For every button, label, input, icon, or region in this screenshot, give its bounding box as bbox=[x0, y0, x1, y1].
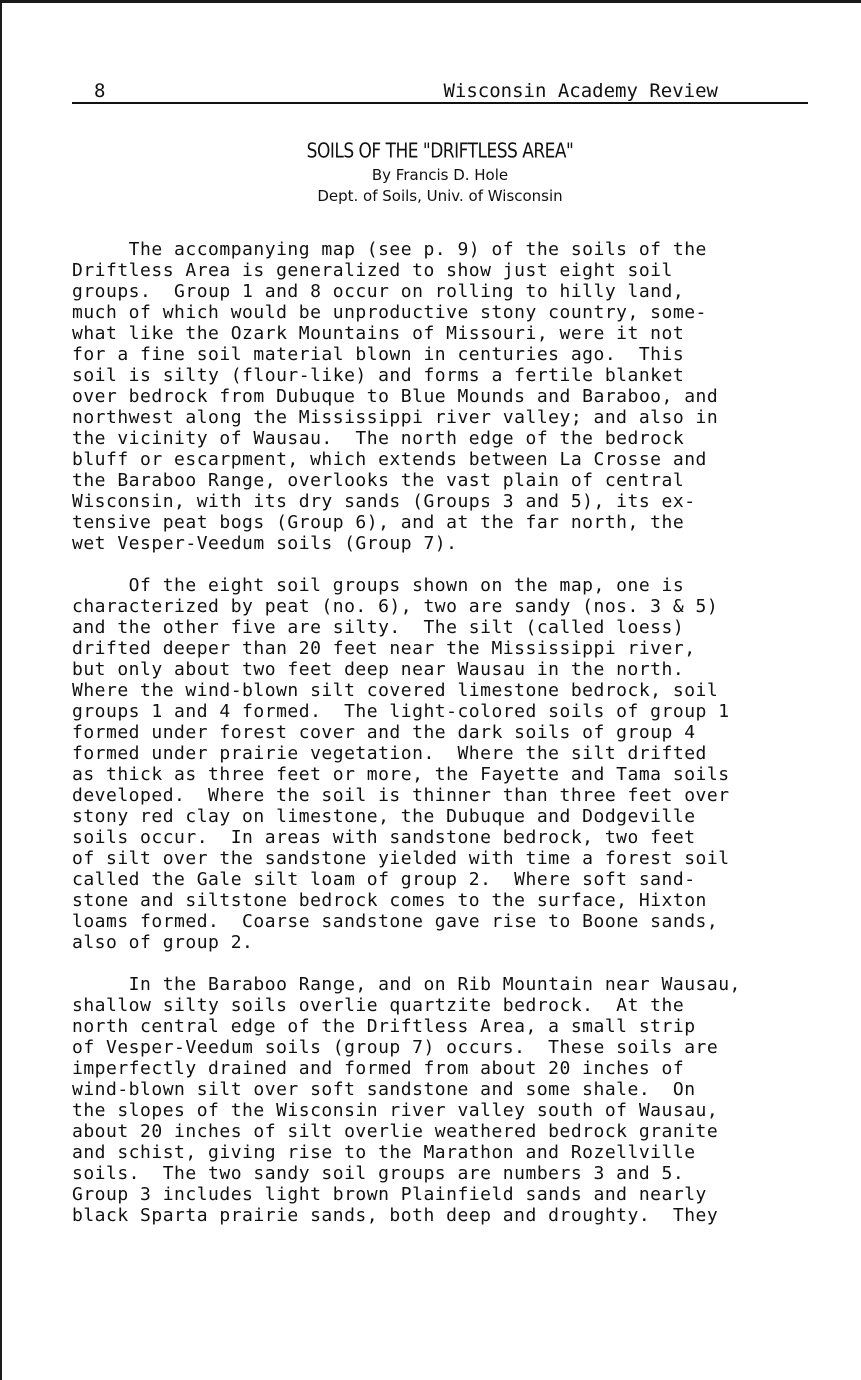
paragraph-gap bbox=[72, 953, 861, 974]
text-line: over bedrock from Dubuque to Blue Mounds and Baraboo, and bbox=[72, 386, 719, 407]
text-line: of silt over the sandstone yielded with time a forest soil bbox=[72, 848, 730, 869]
text-line: but only about two feet deep near Wausau in the north. bbox=[72, 659, 685, 680]
text-line: the Baraboo Range, overlooks the vast plain of central bbox=[72, 470, 685, 491]
text-line: formed under forest cover and the dark soils of group 4 bbox=[72, 722, 696, 743]
text-line: Of the eight soil groups shown on the map, one is bbox=[72, 575, 685, 596]
text-line: formed under prairie vegetation. Where the silt drifted bbox=[72, 743, 707, 764]
paragraph-1 bbox=[72, 239, 861, 554]
text-line: In the Baraboo Range, and on Rib Mountain near Wausau, bbox=[72, 974, 741, 995]
text-line: stone and siltstone bedrock comes to the surface, Hixton bbox=[72, 890, 707, 911]
text-line: drifted deeper than 20 feet near the Mississippi river, bbox=[72, 638, 696, 659]
text-line: soils. The two sandy soil groups are numbers 3 and 5. bbox=[72, 1163, 685, 1184]
text-line: Where the wind-blown silt covered limestone bedrock, soil bbox=[72, 680, 719, 701]
text-line: developed. Where the soil is thinner than three feet over bbox=[72, 785, 730, 806]
text-line: soils occur. In areas with sandstone bedrock, two feet bbox=[72, 827, 696, 848]
text-line: the vicinity of Wausau. The north edge of the bedrock bbox=[72, 428, 685, 449]
article-title: SOILS OF THE "DRIFTLESS AREA" bbox=[306, 139, 574, 164]
article-body bbox=[72, 239, 861, 1226]
text-line: about 20 inches of silt overlie weathered bedrock granite bbox=[72, 1121, 719, 1142]
text-line: wet Vesper-Veedum soils (Group 7). bbox=[72, 533, 458, 554]
text-line: as thick as three feet or more, the Fayette and Tama soils bbox=[72, 764, 730, 785]
text-line: black Sparta prairie sands, both deep and droughty. They bbox=[72, 1205, 719, 1226]
text-line: wind-blown silt over soft sandstone and some shale. On bbox=[72, 1079, 696, 1100]
scan-border-left bbox=[0, 0, 2, 1380]
page-number: 8 bbox=[94, 80, 106, 102]
text-line: loams formed. Coarse sandstone gave rise to Boone sands, bbox=[72, 911, 719, 932]
text-line: characterized by peat (no. 6), two are sandy (nos. 3 & 5) bbox=[72, 596, 719, 617]
running-header bbox=[72, 80, 808, 104]
journal-title: Wisconsin Academy Review bbox=[443, 80, 718, 102]
text-line: also of group 2. bbox=[72, 932, 254, 953]
text-line: the slopes of the Wisconsin river valley south of Wausau, bbox=[72, 1100, 719, 1121]
paragraph-2 bbox=[72, 575, 861, 953]
text-line: Group 3 includes light brown Plainfield sands and nearly bbox=[72, 1184, 707, 1205]
text-line: groups 1 and 4 formed. The light-colored soils of group 1 bbox=[72, 701, 730, 722]
text-line: of Vesper-Veedum soils (group 7) occurs. These soils are bbox=[72, 1037, 719, 1058]
text-line: shallow silty soils overlie quartzite bedrock. At the bbox=[72, 995, 685, 1016]
paragraph-3 bbox=[72, 974, 861, 1226]
article-author: By Francis D. Hole bbox=[371, 166, 509, 184]
header-rule bbox=[72, 102, 808, 104]
paragraph-gap bbox=[72, 554, 861, 575]
article-affiliation: Dept. of Soils, Univ. of Wisconsin bbox=[317, 187, 563, 205]
text-line: north central edge of the Driftless Area, a small strip bbox=[72, 1016, 696, 1037]
text-line: The accompanying map (see p. 9) of the soils of the bbox=[72, 239, 707, 260]
text-line: groups. Group 1 and 8 occur on rolling to hilly land, bbox=[72, 281, 685, 302]
text-line: northwest along the Mississippi river valley; and also in bbox=[72, 407, 719, 428]
text-line: and schist, giving rise to the Marathon and Rozellville bbox=[72, 1142, 696, 1163]
text-line: and the other five are silty. The silt (called loess) bbox=[72, 617, 685, 638]
text-line: what like the Ozark Mountains of Missouri, were it not bbox=[72, 323, 685, 344]
article-heading bbox=[72, 138, 808, 207]
text-line: imperfectly drained and formed from about 20 inches of bbox=[72, 1058, 685, 1079]
text-line: stony red clay on limestone, the Dubuque and Dodgeville bbox=[72, 806, 696, 827]
text-line: for a fine soil material blown in centuries ago. This bbox=[72, 344, 685, 365]
text-line: soil is silty (flour-like) and forms a fertile blanket bbox=[72, 365, 685, 386]
scan-border-top bbox=[0, 0, 861, 3]
text-line: much of which would be unproductive stony country, some- bbox=[72, 302, 707, 323]
text-line: called the Gale silt loam of group 2. Where soft sand- bbox=[72, 869, 696, 890]
text-line: tensive peat bogs (Group 6), and at the far north, the bbox=[72, 512, 685, 533]
text-line: Wisconsin, with its dry sands (Groups 3 and 5), its ex- bbox=[72, 491, 696, 512]
text-line: Driftless Area is generalized to show just eight soil bbox=[72, 260, 673, 281]
text-line: bluff or escarpment, which extends between La Crosse and bbox=[72, 449, 707, 470]
